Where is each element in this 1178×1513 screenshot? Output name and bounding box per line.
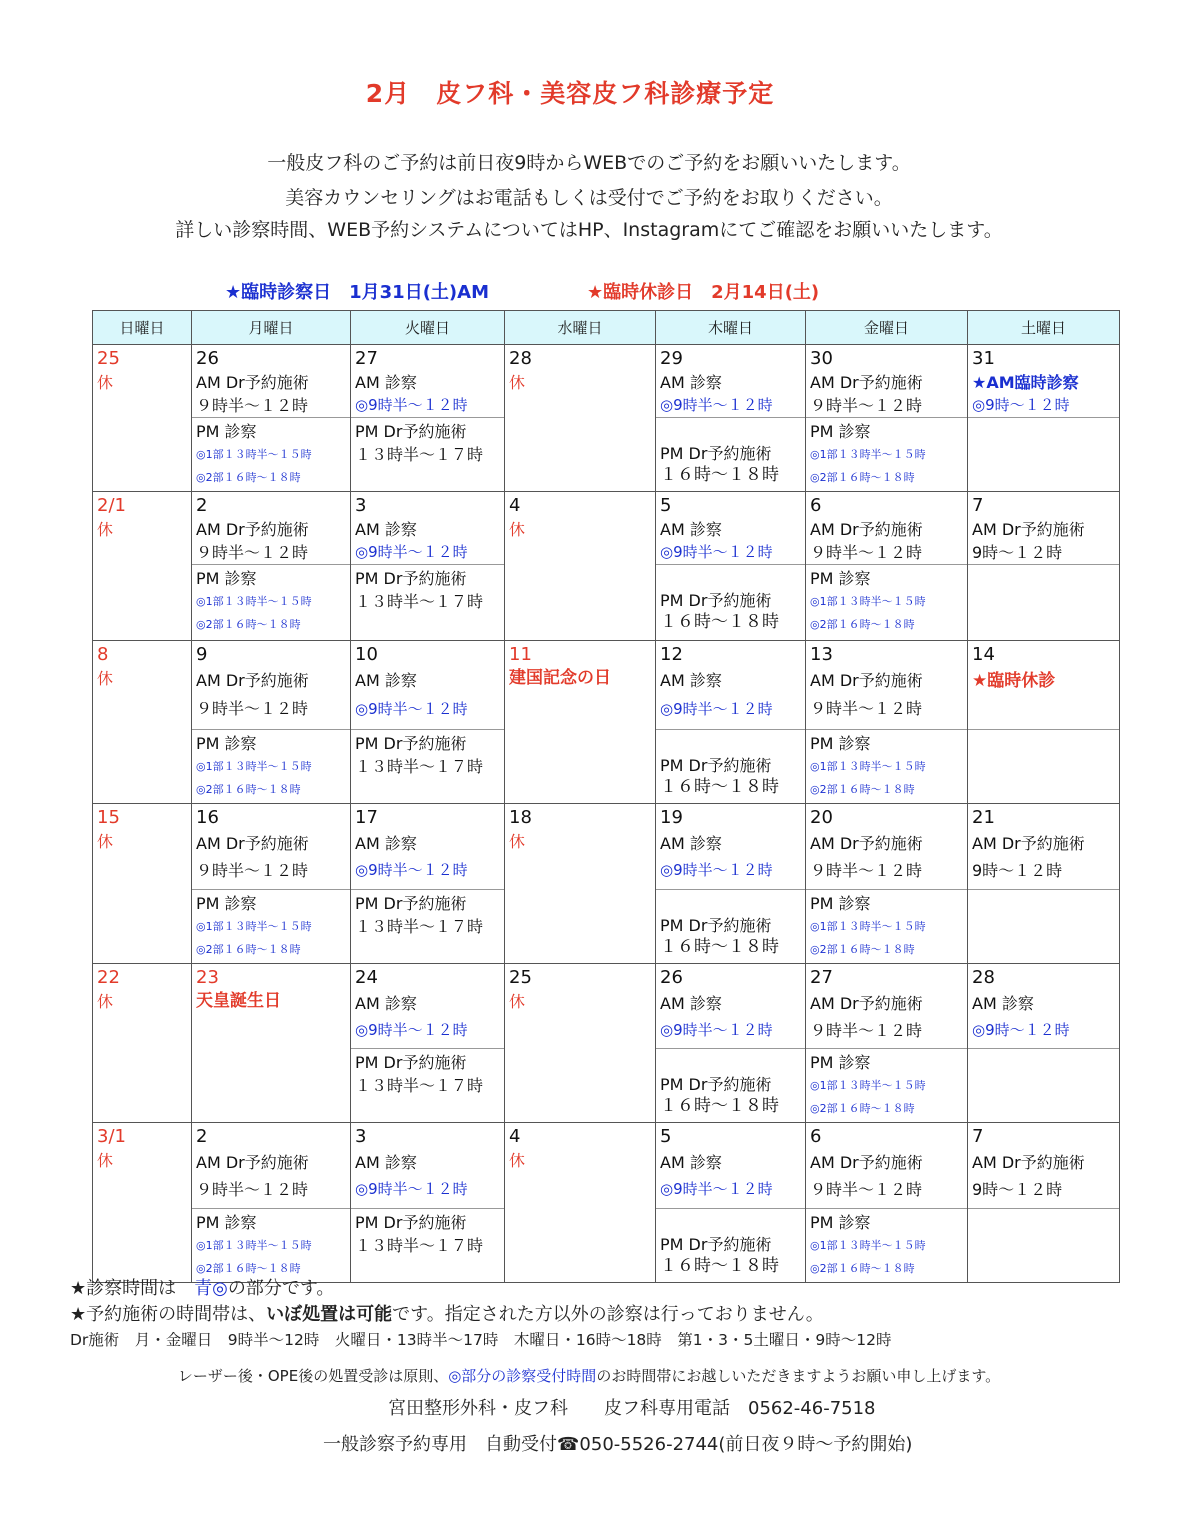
- am-shinsatsu-label: AM 診察: [355, 373, 417, 392]
- day-cell: [192, 641, 351, 804]
- am-dr-label: AM Dr予約施術: [196, 671, 309, 690]
- am-dr-time: ９時半～１２時: [810, 699, 923, 718]
- day-number: 6: [810, 1126, 822, 1147]
- pm-part1-time: ◎1部１３時半～１５時: [196, 1239, 312, 1252]
- day-number: 11: [509, 644, 532, 665]
- am-dr-label: AM Dr予約施術: [810, 994, 923, 1013]
- pm-part2-time: ◎2部１６時～１８時: [196, 783, 301, 796]
- day-cell: [656, 964, 806, 1123]
- day-number: 20: [810, 807, 833, 828]
- am-dr-label: AM Dr予約施術: [810, 671, 923, 690]
- day-cell: [192, 1123, 351, 1283]
- am-shinsatsu-label: AM 診察: [355, 834, 417, 853]
- special-closed-cell-label: ★臨時休診: [972, 671, 1056, 691]
- pm-shinsatsu-label: PM 診察: [196, 734, 257, 753]
- pm-shinsatsu-label: PM 診察: [810, 894, 871, 913]
- am-shinsatsu-label: AM 診察: [660, 1153, 722, 1172]
- am-dr-time: ９時半～１２時: [810, 1180, 923, 1199]
- am-dr-label: AM Dr予約施術: [810, 520, 923, 539]
- day-cell: [968, 345, 1120, 492]
- day-cell: [351, 492, 505, 641]
- day-number: 6: [810, 495, 822, 516]
- weekday-wed: 水曜日: [505, 311, 656, 345]
- day-cell: [656, 641, 806, 804]
- pm-part2-time: ◎2部１６時～１８時: [810, 618, 915, 631]
- day-cell: [93, 345, 192, 492]
- day-cell: [351, 1123, 505, 1283]
- closed-label: 休: [97, 520, 114, 539]
- am-dr-time: ９時半～１２時: [196, 396, 309, 415]
- am-shinsatsu-time: ◎9時半～１２時: [660, 861, 773, 879]
- day-number: 7: [972, 1126, 984, 1147]
- day-cell: [505, 492, 656, 641]
- pm-part1-time: ◎1部１３時半～１５時: [196, 448, 312, 461]
- sat-dr-time: 9時～１２時: [972, 1180, 1063, 1199]
- am-dr-label: AM Dr予約施術: [810, 1153, 923, 1172]
- pm-shinsatsu-label: PM 診察: [196, 894, 257, 913]
- am-shinsatsu-time: ◎9時半～１２時: [355, 700, 468, 718]
- am-dr-label: AM Dr予約施術: [972, 834, 1085, 853]
- page-title: 2月 皮フ科・美容皮フ科診療予定: [365, 79, 775, 108]
- calendar-table: [92, 310, 1120, 1283]
- sat-dr-time: 9時～１２時: [972, 543, 1063, 562]
- day-cell: [505, 804, 656, 964]
- pm-part1-time: ◎1部１３時半～１５時: [810, 1079, 926, 1092]
- am-special-label: ★AM臨時診察: [972, 373, 1079, 392]
- week-row: [93, 964, 1120, 1123]
- day-number: 28: [972, 967, 995, 988]
- am-dr-time: ９時半～１２時: [196, 861, 309, 880]
- reservation-line: 一般診察予約専用 自動受付☎050-5526-2744(前日夜９時～予約開始): [323, 1434, 913, 1455]
- pm-dr-label: PM Dr予約施術: [355, 1213, 467, 1232]
- pm-part1-time: ◎1部１３時半～１５時: [810, 760, 926, 773]
- am-dr-label: AM Dr予約施術: [196, 520, 309, 539]
- day-number: 31: [972, 348, 995, 369]
- am-shinsatsu-label: AM 診察: [660, 373, 722, 392]
- day-cell: [192, 345, 351, 492]
- pm-dr-label: PM Dr予約施術: [660, 591, 772, 610]
- day-cell: [806, 641, 968, 804]
- day-cell: [968, 492, 1120, 641]
- pm-dr-label: PM Dr予約施術: [660, 444, 772, 463]
- day-number: 2: [196, 495, 208, 516]
- note1-text-blue: 青◎: [194, 1278, 228, 1299]
- am-shinsatsu-label: AM 診察: [660, 834, 722, 853]
- pm-shinsatsu-label: PM 診察: [810, 734, 871, 753]
- note1-text-a: ★診察時間は: [70, 1278, 195, 1299]
- pm-shinsatsu-label: PM 診察: [196, 1213, 257, 1232]
- pm-shinsatsu-label: PM 診察: [196, 422, 257, 441]
- am-dr-label: AM Dr予約施術: [196, 1153, 309, 1172]
- am-shinsatsu-label: AM 診察: [355, 671, 417, 690]
- day-number: 2: [196, 1126, 208, 1147]
- special-closed-notice: ★臨時休診日 2月14日(土): [587, 282, 820, 303]
- weekday-mon: 月曜日: [192, 311, 351, 345]
- am-shinsatsu-label: AM 診察: [660, 671, 722, 690]
- pm-dr-label: PM Dr予約施術: [355, 894, 467, 913]
- day-cell: [93, 964, 192, 1123]
- am-shinsatsu-time: ◎9時半～１２時: [355, 861, 468, 879]
- day-number: 24: [355, 967, 378, 988]
- footer-note-4: [0, 1365, 1178, 1386]
- weekday-header-row: [93, 311, 1120, 345]
- day-cell: [93, 492, 192, 641]
- day-cell: [192, 804, 351, 964]
- day-number: 5: [660, 1126, 672, 1147]
- closed-label: 休: [509, 1151, 526, 1170]
- am-dr-time: ９時半～１２時: [196, 699, 309, 718]
- day-number: 10: [355, 644, 378, 665]
- pm-dr-time: １６時～１８時: [660, 777, 779, 797]
- day-cell: [656, 804, 806, 964]
- day-cell: [505, 964, 656, 1123]
- week-row: [93, 345, 1120, 492]
- pm-dr-label: PM Dr予約施術: [355, 1053, 467, 1072]
- day-number: 4: [509, 1126, 521, 1147]
- day-cell: [505, 345, 656, 492]
- closed-label: 休: [509, 520, 526, 539]
- day-number: 25: [97, 348, 120, 369]
- am-dr-label: AM Dr予約施術: [972, 1153, 1085, 1172]
- day-number: 22: [97, 967, 120, 988]
- pm-dr-label: PM Dr予約施術: [660, 916, 772, 935]
- day-cell: [93, 804, 192, 964]
- am-shinsatsu-time: ◎9時半～１２時: [660, 1180, 773, 1198]
- day-number: 2/1: [97, 495, 126, 516]
- closed-label: 休: [97, 1151, 114, 1170]
- pm-part2-time: ◎2部１６時～１８時: [196, 471, 301, 484]
- weekday-sun: 日曜日: [93, 311, 192, 345]
- footer-note-1: [70, 1274, 334, 1300]
- pm-part2-time: ◎2部１６時～１８時: [810, 783, 915, 796]
- day-number: 28: [509, 348, 532, 369]
- day-number: 18: [509, 807, 532, 828]
- pm-part1-time: ◎1部１３時半～１５時: [196, 760, 312, 773]
- intro-line-2: 美容カウンセリングはお電話もしくは受付でご予約をお取りください。: [285, 187, 893, 209]
- holiday-label: 天皇誕生日: [196, 991, 281, 1011]
- am-shinsatsu-time: ◎9時半～１２時: [660, 543, 773, 561]
- am-shinsatsu-label: AM 診察: [972, 994, 1034, 1013]
- day-number: 7: [972, 495, 984, 516]
- am-shinsatsu-label: AM 診察: [355, 1153, 417, 1172]
- am-dr-label: AM Dr予約施術: [196, 834, 309, 853]
- closed-label: 休: [97, 832, 114, 851]
- am-dr-time: ９時半～１２時: [810, 861, 923, 880]
- note4-text-a: レーザー後・OPE後の処置受診は原則、: [177, 1367, 449, 1385]
- pm-dr-label: PM Dr予約施術: [355, 569, 467, 588]
- day-cell: [192, 492, 351, 641]
- pm-dr-time: １３時半～１７時: [355, 1076, 484, 1095]
- day-cell: [93, 1123, 192, 1283]
- day-cell: [968, 641, 1120, 804]
- am-shinsatsu-label: AM 診察: [355, 520, 417, 539]
- am-shinsatsu-time: ◎9時半～１２時: [355, 396, 468, 414]
- week-row: [93, 641, 1120, 804]
- day-number: 9: [196, 644, 208, 665]
- day-cell: [656, 1123, 806, 1283]
- am-shinsatsu-time: ◎9時半～１２時: [355, 1180, 468, 1198]
- day-number: 29: [660, 348, 683, 369]
- day-cell: [351, 804, 505, 964]
- footer-note-3: Dr施術 月・金曜日 9時半～12時 火曜日・13時半～17時 木曜日・16時～18時 第1・3・5土曜日・9時～12時: [70, 1331, 892, 1349]
- day-cell: [93, 641, 192, 804]
- day-number: 23: [196, 967, 219, 988]
- day-number: 27: [355, 348, 378, 369]
- day-cell: [505, 641, 656, 804]
- day-number: 3/1: [97, 1126, 126, 1147]
- pm-dr-time: １３時半～１７時: [355, 1236, 484, 1255]
- pm-part1-time: ◎1部１３時半～１５時: [810, 920, 926, 933]
- pm-shinsatsu-label: PM 診察: [810, 1213, 871, 1232]
- pm-dr-time: １６時～１８時: [660, 1096, 779, 1116]
- pm-shinsatsu-label: PM 診察: [196, 569, 257, 588]
- day-number: 4: [509, 495, 521, 516]
- day-number: 30: [810, 348, 833, 369]
- holiday-label: 建国記念の日: [509, 668, 611, 688]
- day-cell: [505, 1123, 656, 1283]
- day-cell: [968, 1123, 1120, 1283]
- day-number: 25: [509, 967, 532, 988]
- pm-dr-label: PM Dr予約施術: [660, 1075, 772, 1094]
- am-shinsatsu-time: ◎9時半～１２時: [660, 1021, 773, 1039]
- week-row: [93, 1123, 1120, 1283]
- am-shinsatsu-time: ◎9時半～１２時: [355, 1021, 468, 1039]
- pm-shinsatsu-label: PM 診察: [810, 1053, 871, 1072]
- special-open-notice: ★臨時診察日 1月31日(土)AM: [225, 282, 490, 303]
- sat-shinsatsu-time: ◎9時～１２時: [972, 396, 1070, 414]
- day-cell: [656, 492, 806, 641]
- closed-label: 休: [97, 669, 114, 688]
- note2-text-c: です。指定された方以外の診察は行っておりません。: [392, 1304, 824, 1325]
- closed-label: 休: [97, 992, 114, 1011]
- day-number: 17: [355, 807, 378, 828]
- pm-dr-time: １６時～１８時: [660, 937, 779, 957]
- day-cell: [192, 964, 351, 1123]
- day-number: 21: [972, 807, 995, 828]
- day-cell: [806, 1123, 968, 1283]
- day-number: 3: [355, 1126, 367, 1147]
- note4-text-c: のお時間帯にお越しいただきますようお願い申し上げます。: [596, 1367, 1001, 1385]
- pm-part2-time: ◎2部１６時～１８時: [810, 471, 915, 484]
- pm-shinsatsu-label: PM 診察: [810, 422, 871, 441]
- intro-line-1: 一般皮フ科のご予約は前日夜9時からWEBでのご予約をお願いいたします。: [267, 152, 911, 174]
- am-shinsatsu-time: ◎9時半～１２時: [660, 396, 773, 414]
- pm-dr-label: PM Dr予約施術: [355, 422, 467, 441]
- am-dr-time: ９時半～１２時: [810, 396, 923, 415]
- pm-part2-time: ◎2部１６時～１８時: [196, 1262, 301, 1275]
- day-cell: [656, 345, 806, 492]
- note4-text-blue: ◎部分の診察受付時間: [448, 1367, 597, 1385]
- weekday-tue: 火曜日: [351, 311, 505, 345]
- day-number: 16: [196, 807, 219, 828]
- pm-part1-time: ◎1部１３時半～１５時: [810, 1239, 926, 1252]
- note2-text-bold: いぼ処置は可能: [266, 1304, 393, 1325]
- week-row: [93, 492, 1120, 641]
- day-number: 15: [97, 807, 120, 828]
- am-shinsatsu-label: AM 診察: [660, 994, 722, 1013]
- am-dr-time: ９時半～１２時: [196, 1180, 309, 1199]
- clinic-contact: 宮田整形外科・皮フ科 皮フ科専用電話 0562-46-7518: [388, 1398, 876, 1419]
- weekday-fri: 金曜日: [806, 311, 968, 345]
- pm-part1-time: ◎1部１３時半～１５時: [810, 595, 926, 608]
- day-number: 26: [660, 967, 683, 988]
- pm-dr-label: PM Dr予約施術: [355, 734, 467, 753]
- day-number: 3: [355, 495, 367, 516]
- pm-part2-time: ◎2部１６時～１８時: [810, 1262, 915, 1275]
- day-cell: [351, 641, 505, 804]
- day-number: 27: [810, 967, 833, 988]
- am-dr-label: AM Dr予約施術: [810, 834, 923, 853]
- note1-text-c: の部分です。: [227, 1278, 335, 1299]
- am-shinsatsu-time: ◎9時半～１２時: [660, 700, 773, 718]
- am-shinsatsu-label: AM 診察: [355, 994, 417, 1013]
- day-number: 13: [810, 644, 833, 665]
- closed-label: 休: [509, 992, 526, 1011]
- day-number: 5: [660, 495, 672, 516]
- pm-part2-time: ◎2部１６時～１８時: [810, 1102, 915, 1115]
- am-dr-time: ９時半～１２時: [810, 543, 923, 562]
- sat-dr-time: 9時～１２時: [972, 861, 1063, 880]
- pm-part2-time: ◎2部１６時～１８時: [196, 618, 301, 631]
- day-cell: [806, 345, 968, 492]
- day-number: 19: [660, 807, 683, 828]
- day-cell: [968, 964, 1120, 1123]
- day-number: 26: [196, 348, 219, 369]
- closed-label: 休: [509, 373, 526, 392]
- am-dr-label: AM Dr予約施術: [810, 373, 923, 392]
- sat-shinsatsu-time: ◎9時～１２時: [972, 1021, 1070, 1039]
- footer-note-2: [70, 1300, 824, 1326]
- am-shinsatsu-label: AM 診察: [660, 520, 722, 539]
- pm-part1-time: ◎1部１３時半～１５時: [196, 920, 312, 933]
- day-cell: [806, 492, 968, 641]
- pm-dr-time: １３時半～１７時: [355, 917, 484, 936]
- closed-label: 休: [97, 373, 114, 392]
- weekday-sat: 土曜日: [968, 311, 1120, 345]
- pm-dr-label: PM Dr予約施術: [660, 1235, 772, 1254]
- day-cell: [351, 345, 505, 492]
- pm-dr-label: PM Dr予約施術: [660, 756, 772, 775]
- pm-part1-time: ◎1部１３時半～１５時: [810, 448, 926, 461]
- day-cell: [968, 804, 1120, 964]
- weekday-thu: 木曜日: [656, 311, 806, 345]
- day-cell: [351, 964, 505, 1123]
- pm-dr-time: １３時半～１７時: [355, 592, 484, 611]
- pm-part1-time: ◎1部１３時半～１５時: [196, 595, 312, 608]
- note2-text-a: ★予約施術の時間帯は、: [70, 1304, 267, 1325]
- day-number: 14: [972, 644, 995, 665]
- pm-shinsatsu-label: PM 診察: [810, 569, 871, 588]
- day-number: 12: [660, 644, 683, 665]
- closed-label: 休: [509, 832, 526, 851]
- am-dr-time: ９時半～１２時: [810, 1021, 923, 1040]
- am-dr-time: ９時半～１２時: [196, 543, 309, 562]
- pm-dr-time: １６時～１８時: [660, 465, 779, 485]
- am-dr-label: AM Dr予約施術: [972, 520, 1085, 539]
- week-row: [93, 804, 1120, 964]
- am-shinsatsu-time: ◎9時半～１２時: [355, 543, 468, 561]
- pm-dr-time: １６時～１８時: [660, 1256, 779, 1276]
- day-cell: [806, 804, 968, 964]
- pm-part2-time: ◎2部１６時～１８時: [810, 943, 915, 956]
- pm-dr-time: １３時半～１７時: [355, 445, 484, 464]
- pm-dr-time: １３時半～１７時: [355, 757, 484, 776]
- pm-dr-time: １６時～１８時: [660, 612, 779, 632]
- am-dr-label: AM Dr予約施術: [196, 373, 309, 392]
- day-cell: [806, 964, 968, 1123]
- day-number: 8: [97, 644, 109, 665]
- pm-part2-time: ◎2部１６時～１８時: [196, 943, 301, 956]
- intro-line-3: 詳しい診察時間、WEB予約システムについてはHP、Instagramにてご確認をお願いいたします。: [175, 219, 1003, 241]
